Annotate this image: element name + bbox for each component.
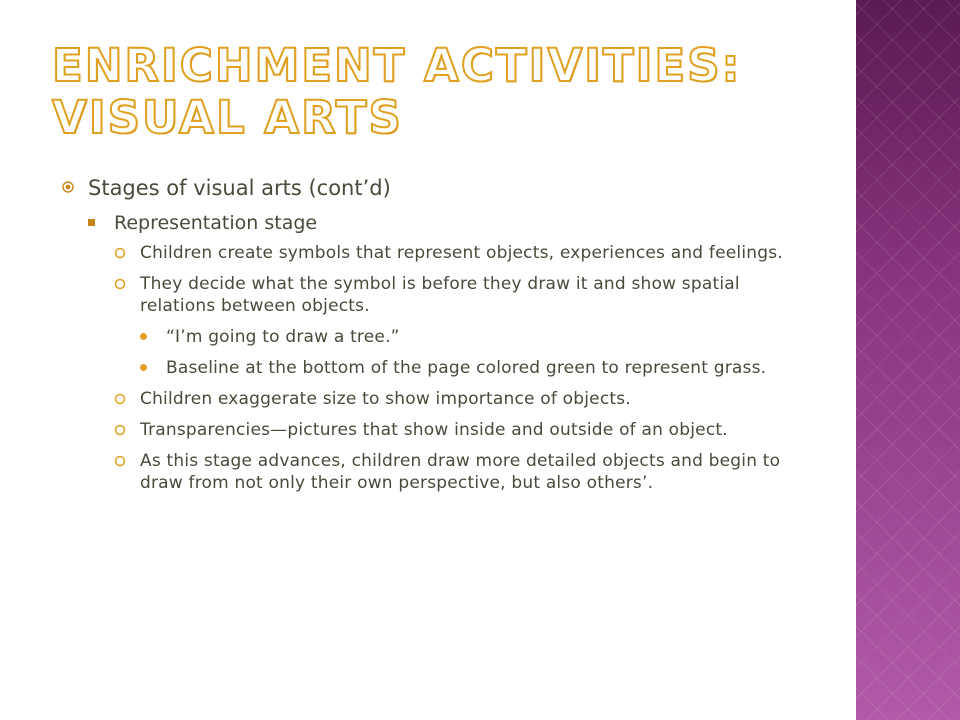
title-line-2: VISUAL ARTS [52,91,403,144]
list-item [114,450,802,494]
list-item [114,273,802,379]
list-item [114,388,802,410]
list-item-text: Children exaggerate size to show importance of objects. [140,389,631,409]
ring-bullet-icon [114,455,126,467]
ring-bullet-icon [114,393,126,405]
ring-bullet-icon [114,247,126,259]
list-item [114,242,802,264]
title-line-1: ENRICHMENT ACTIVITIES: [52,39,742,92]
bullet-level-2 [88,210,802,494]
example-item-text: Baseline at the bottom of the page colored green to represent grass. [166,358,767,378]
list-item-text: As this stage advances, children draw more detailed objects and begin to draw from not only their own perspective, but also others’. [140,451,781,493]
list-item-text: They decide what the symbol is before they draw it and show spatial relations between objects. [140,274,740,316]
bullet-level-1 [62,174,802,494]
square-bullet-icon [88,219,95,226]
example-item [140,357,802,379]
bullet-level-2-text: Representation stage [114,212,318,234]
list-item-text: Children create symbols that represent objects, experiences and feelings. [140,243,783,263]
list-item [114,419,802,441]
bullet-list [62,174,802,504]
list-item-text: Transparencies—pictures that show inside and outside of an object. [140,420,728,440]
circle-dot-icon [62,181,74,193]
detail-list [114,242,802,494]
decorative-side-panel [856,0,960,720]
bullet-level-1-text: Stages of visual arts (cont’d) [88,176,391,200]
example-item [140,326,802,348]
ring-bullet-icon [114,278,126,290]
sub-list [88,210,802,494]
example-list [140,326,802,379]
dot-bullet-icon [140,333,147,340]
ring-bullet-icon [114,424,126,436]
dot-bullet-icon [140,364,147,371]
slide-title [52,40,812,144]
example-item-text: “I’m going to draw a tree.” [166,327,400,347]
